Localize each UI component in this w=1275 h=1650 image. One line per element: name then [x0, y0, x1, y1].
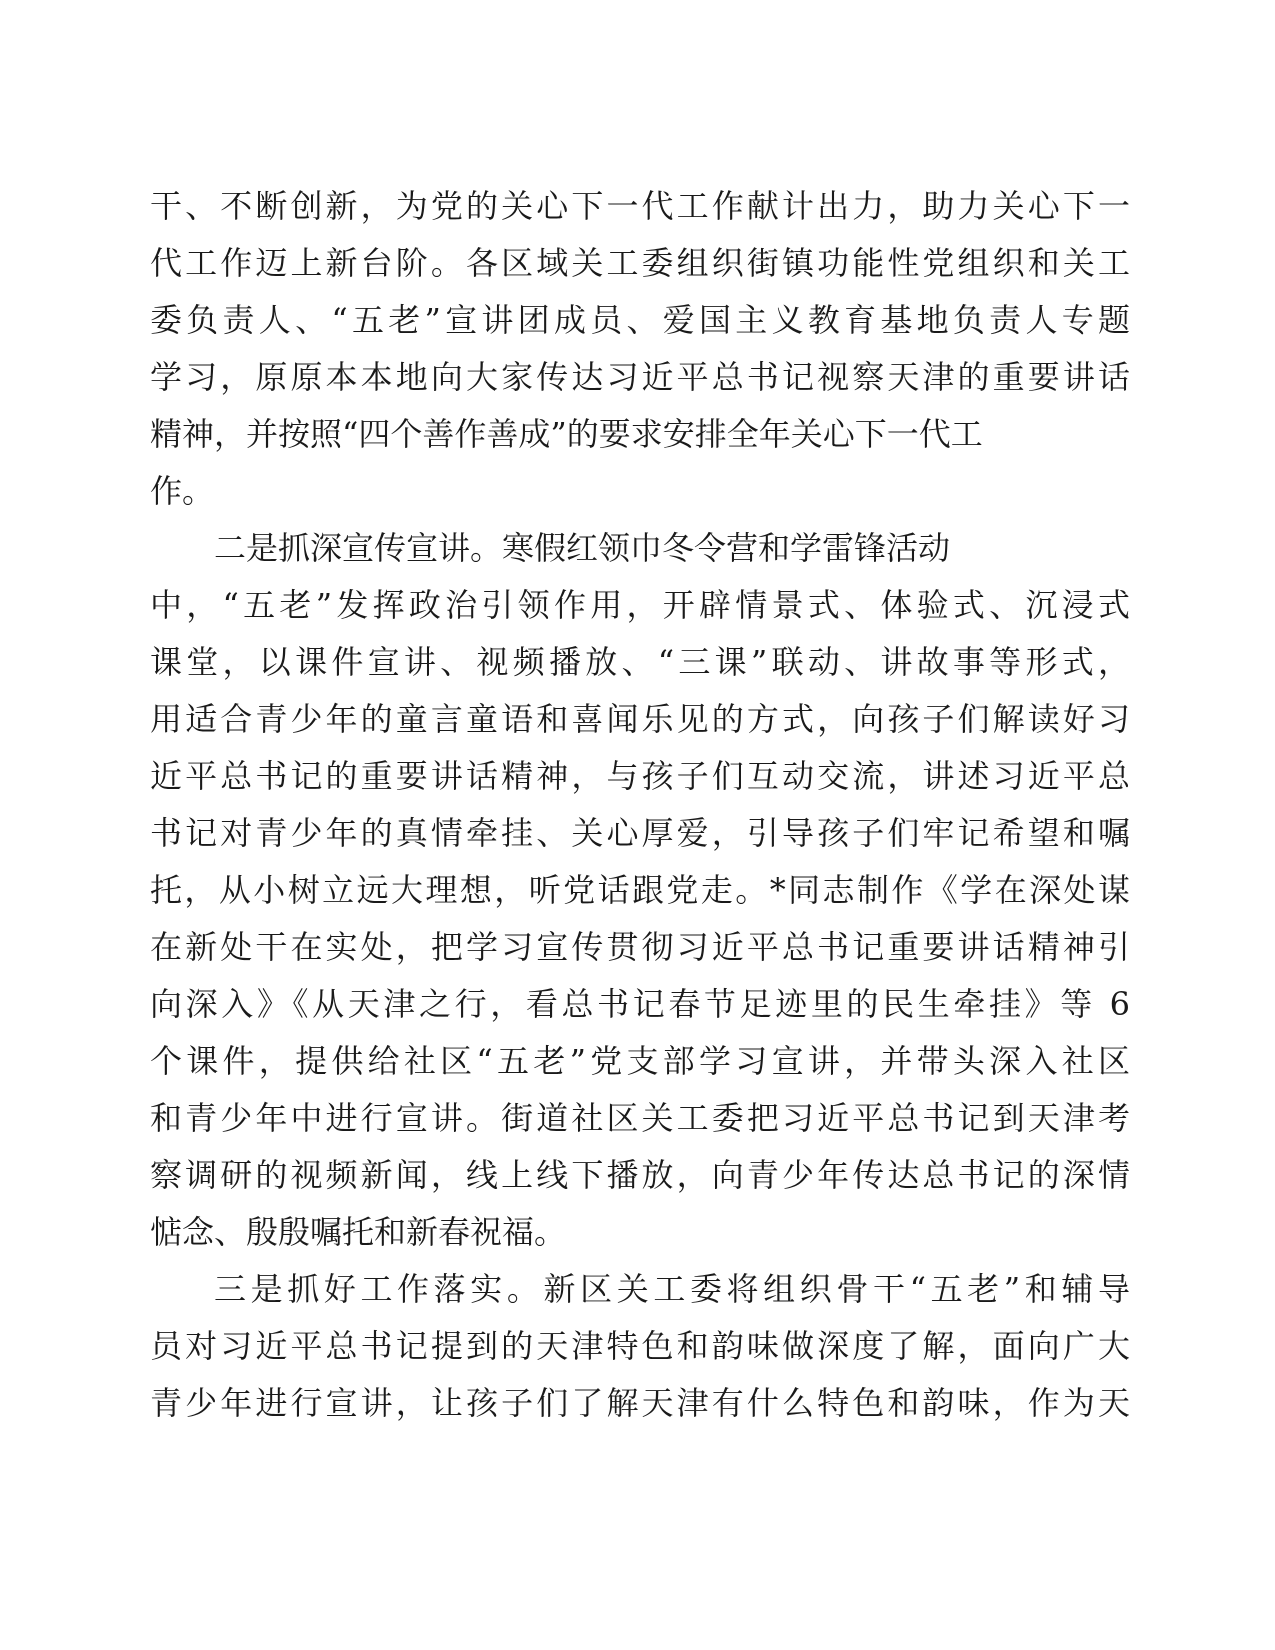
text-line: 惦念、殷殷嘱托和新春祝福。 [150, 1213, 567, 1251]
paragraph-implementation [150, 1261, 1130, 1432]
text-line: 中，“五老”发挥政治引领作用，开辟情景式、体验式、沉浸式 [150, 586, 1130, 624]
text-line: 委负责人、“五老”宣讲团成员、爱国主义教育基地负责人专题 [150, 301, 1130, 339]
text-line: 书记对青少年的真情牵挂、关心厚爱，引导孩子们牢记希望和嘱 [150, 814, 1130, 852]
text-line: 作。 [150, 472, 215, 510]
text-line: 精神，并按照“四个善作善成”的要求安排全年关心下一代工 [150, 415, 983, 453]
text-line: 二是抓深宣传宣讲。寒假红领巾冬令营和学雷锋活动 [214, 529, 951, 567]
text-line: 代工作迈上新台阶。各区域关工委组织街镇功能性党组织和关工 [150, 244, 1130, 282]
text-line: 学习，原原本本地向大家传达习近平总书记视察天津的重要讲话 [150, 358, 1130, 396]
text-line: 青少年进行宣讲，让孩子们了解天津有什么特色和韵味，作为天 [150, 1384, 1130, 1422]
text-line: 向深入》《从天津之行，看总书记春节足迹里的民生牵挂》等 6 [150, 985, 1130, 1023]
text-line: 用适合青少年的童言童语和喜闻乐见的方式，向孩子们解读好习 [150, 700, 1130, 738]
text-line: 和青少年中进行宣讲。街道社区关工委把习近平总书记到天津考 [150, 1099, 1130, 1137]
document-body [150, 178, 1130, 1432]
text-line: 在新处干在实处，把学习宣传贯彻习近平总书记重要讲话精神引 [150, 928, 1130, 966]
text-line: 干、不断创新，为党的关心下一代工作献计出力，助力关心下一 [150, 187, 1130, 225]
text-line: 察调研的视频新闻，线上线下播放，向青少年传达总书记的深情 [150, 1156, 1130, 1194]
paragraph-continuation [150, 178, 1130, 520]
text-line: 三是抓好工作落实。新区关工委将组织骨干“五老”和辅导 [214, 1270, 1130, 1308]
text-line: 托，从小树立远大理想，听党话跟党走。*同志制作《学在深处谋 [150, 871, 1130, 909]
text-line: 员对习近平总书记提到的天津特色和韵味做深度了解，面向广大 [150, 1327, 1130, 1365]
text-line: 近平总书记的重要讲话精神，与孩子们互动交流，讲述习近平总 [150, 757, 1130, 795]
text-line: 课堂，以课件宣讲、视频播放、“三课”联动、讲故事等形式， [150, 643, 1130, 681]
text-line: 个课件，提供给社区“五老”党支部学习宣讲，并带头深入社区 [150, 1042, 1130, 1080]
paragraph-publicity [150, 520, 1130, 1261]
